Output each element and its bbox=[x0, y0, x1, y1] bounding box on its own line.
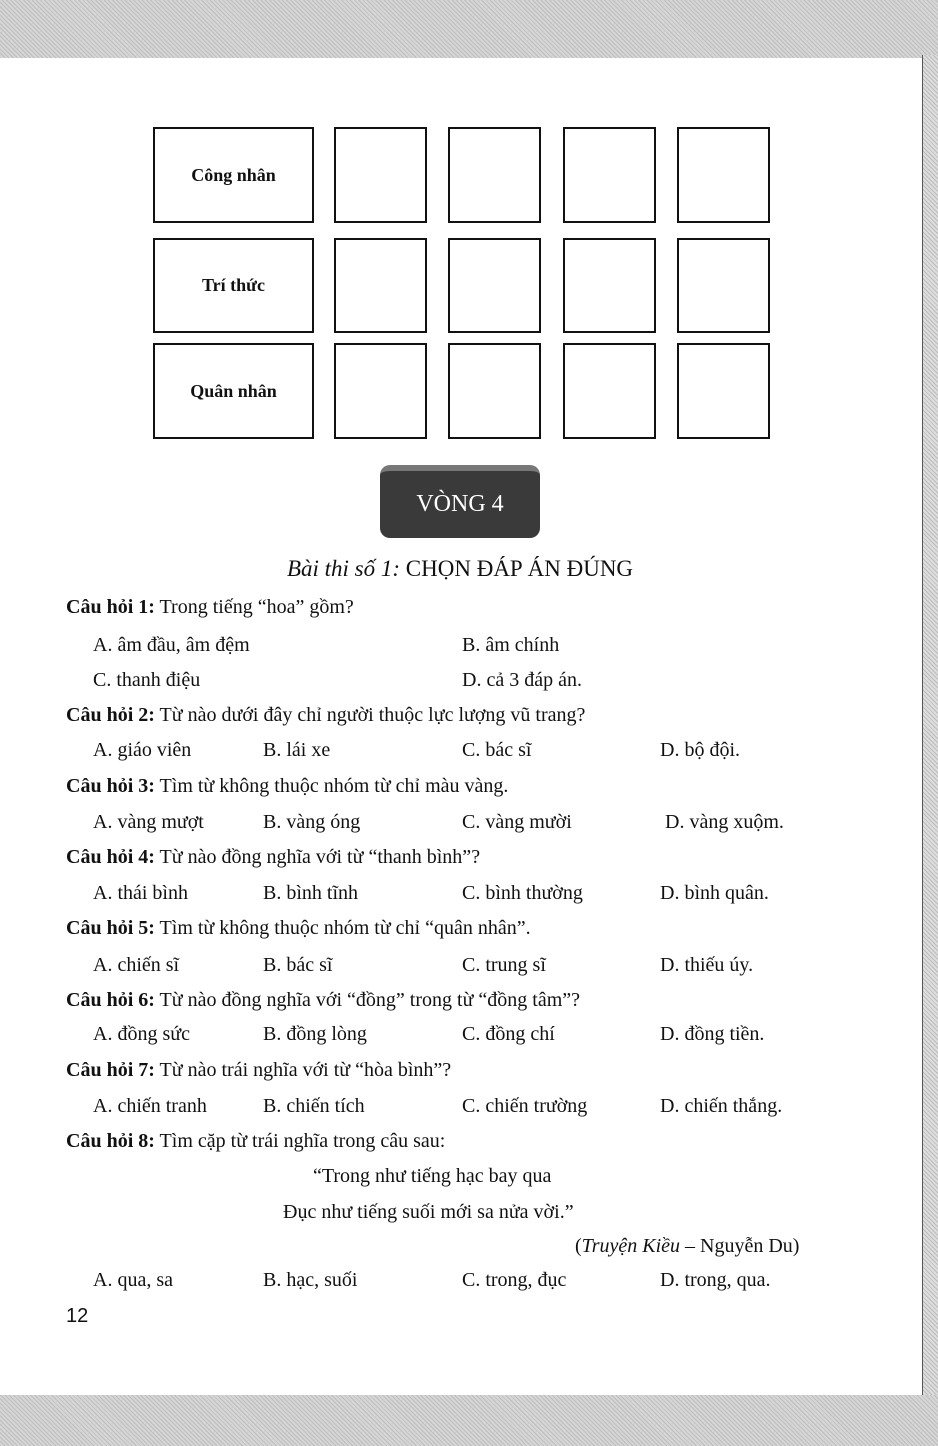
answer-option bbox=[263, 810, 360, 834]
answer-option bbox=[660, 1094, 782, 1118]
row-label: Trí thức bbox=[202, 275, 265, 295]
scan-top-border bbox=[0, 0, 938, 58]
row-label-box bbox=[153, 238, 314, 333]
option-text: C. trong, đục bbox=[462, 1269, 567, 1291]
answer-cell bbox=[563, 343, 656, 439]
question-label: Câu hỏi 2: bbox=[66, 704, 155, 726]
question bbox=[66, 774, 508, 798]
option-text: A. thái bình bbox=[93, 882, 188, 904]
question-label: Câu hỏi 4: bbox=[66, 846, 155, 868]
option-text: C. bác sĩ bbox=[462, 739, 532, 761]
answer-option bbox=[462, 668, 582, 692]
option-text: A. qua, sa bbox=[93, 1269, 173, 1291]
answer-option bbox=[660, 953, 753, 977]
option-text: D. thiếu úy. bbox=[660, 954, 754, 976]
row-label-box bbox=[153, 343, 314, 439]
question bbox=[66, 916, 531, 940]
answer-option bbox=[660, 1022, 764, 1046]
option-text: D. đồng tiền. bbox=[660, 1023, 765, 1045]
answer-cell bbox=[677, 343, 770, 439]
option-text: A. chiến sĩ bbox=[93, 954, 180, 976]
answer-option bbox=[462, 633, 559, 657]
answer-cell bbox=[448, 127, 541, 223]
answer-option bbox=[93, 668, 200, 692]
row-label: Quân nhân bbox=[190, 380, 277, 401]
answer-option bbox=[93, 953, 179, 977]
option-text: D. chiến thắng. bbox=[660, 1095, 783, 1117]
round-label: VÒNG 4 bbox=[416, 491, 504, 517]
answer-option bbox=[462, 1022, 555, 1046]
question bbox=[66, 595, 354, 619]
question-label: Câu hỏi 5: bbox=[66, 917, 155, 939]
option-text: C. trung sĩ bbox=[462, 954, 546, 976]
answer-option bbox=[462, 1094, 587, 1118]
poem-text: Đục như tiếng suối mới sa nửa vời.” bbox=[283, 1201, 574, 1223]
section-prefix: Bài thi số 1: bbox=[286, 556, 401, 581]
option-text: C. thanh điệu bbox=[93, 669, 201, 691]
answer-option bbox=[660, 738, 740, 762]
question-text: Từ nào đồng nghĩa với “đồng” trong từ “đồng tâm”? bbox=[159, 989, 581, 1011]
answer-cell bbox=[334, 343, 427, 439]
answer-option bbox=[660, 1268, 771, 1292]
question-text: Tìm từ không thuộc nhóm từ chỉ màu vàng. bbox=[159, 775, 509, 797]
row-label-box bbox=[153, 127, 314, 223]
option-text: A. giáo viên bbox=[93, 739, 192, 761]
poem-line bbox=[313, 1164, 551, 1188]
question-label: Câu hỏi 7: bbox=[66, 1059, 155, 1081]
answer-option bbox=[462, 953, 546, 977]
option-text: B. lái xe bbox=[263, 739, 331, 761]
option-text: B. hạc, suối bbox=[263, 1269, 358, 1291]
option-text: C. đồng chí bbox=[462, 1023, 555, 1045]
row-label: Công nhân bbox=[191, 164, 276, 185]
question-label: Câu hỏi 3: bbox=[66, 775, 155, 797]
answer-option bbox=[462, 810, 572, 834]
question-label: Câu hỏi 8: bbox=[66, 1130, 155, 1152]
answer-option bbox=[263, 953, 332, 977]
answer-cell bbox=[677, 127, 770, 223]
answer-cell bbox=[334, 238, 427, 333]
option-text: A. đồng sức bbox=[93, 1023, 190, 1045]
answer-option bbox=[462, 881, 583, 905]
answer-option bbox=[93, 633, 250, 657]
option-text: B. bình tĩnh bbox=[263, 882, 359, 904]
option-text: B. đồng lòng bbox=[263, 1023, 367, 1045]
question-text: Tìm cặp từ trái nghĩa trong câu sau: bbox=[159, 1130, 446, 1152]
question-label: Câu hỏi 1: bbox=[66, 596, 155, 618]
citation-paren: ( bbox=[575, 1235, 582, 1257]
round-badge bbox=[380, 465, 540, 538]
answer-option bbox=[93, 738, 191, 762]
answer-cell bbox=[448, 343, 541, 439]
citation-work: Truyện Kiều bbox=[581, 1235, 681, 1257]
answer-option bbox=[93, 1022, 190, 1046]
option-text: C. chiến trường bbox=[462, 1095, 588, 1117]
question bbox=[66, 845, 480, 869]
option-text: B. chiến tích bbox=[263, 1095, 365, 1117]
poem-line bbox=[283, 1200, 574, 1224]
scan-right-edge bbox=[922, 55, 938, 1395]
section-heading: CHỌN ĐÁP ÁN ĐÚNG bbox=[405, 556, 634, 581]
answer-cell bbox=[677, 238, 770, 333]
option-text: A. âm đầu, âm đệm bbox=[93, 634, 250, 656]
option-text: D. bộ đội. bbox=[660, 739, 740, 761]
option-text: D. trong, qua. bbox=[660, 1269, 771, 1291]
question-text: Từ nào trái nghĩa với từ “hòa bình”? bbox=[159, 1059, 452, 1081]
answer-cell bbox=[563, 238, 656, 333]
answer-option bbox=[263, 1022, 367, 1046]
question bbox=[66, 703, 585, 727]
question bbox=[66, 1129, 445, 1153]
option-text: C. bình thường bbox=[462, 882, 583, 904]
answer-option bbox=[660, 881, 769, 905]
option-text: B. bác sĩ bbox=[263, 954, 333, 976]
option-text: D. bình quân. bbox=[660, 882, 769, 904]
question-label: Câu hỏi 6: bbox=[66, 989, 155, 1011]
option-text: B. âm chính bbox=[462, 634, 560, 656]
section-title bbox=[0, 557, 920, 581]
poem-text: “Trong như tiếng hạc bay qua bbox=[313, 1165, 552, 1187]
option-text: C. vàng mười bbox=[462, 811, 572, 833]
question-text: Trong tiếng “hoa” gồm? bbox=[159, 596, 354, 618]
answer-option bbox=[263, 881, 358, 905]
answer-option bbox=[263, 738, 330, 762]
question-text: Tìm từ không thuộc nhóm từ chỉ “quân nhân”. bbox=[159, 917, 531, 939]
question bbox=[66, 1058, 451, 1082]
page-number: 12 bbox=[66, 1305, 89, 1327]
answer-option bbox=[665, 810, 784, 834]
option-text: D. cả 3 đáp án. bbox=[462, 669, 582, 691]
question-text: Từ nào đồng nghĩa với từ “thanh bình”? bbox=[159, 846, 481, 868]
answer-cell bbox=[334, 127, 427, 223]
citation-author: – Nguyễn Du) bbox=[685, 1235, 800, 1257]
citation bbox=[575, 1234, 799, 1258]
question bbox=[66, 988, 580, 1012]
answer-option bbox=[263, 1094, 365, 1118]
answer-option bbox=[93, 1094, 207, 1118]
answer-cell bbox=[448, 238, 541, 333]
answer-option bbox=[93, 881, 188, 905]
answer-option bbox=[462, 738, 531, 762]
answer-option bbox=[93, 1268, 173, 1292]
option-text: A. vàng mượt bbox=[93, 811, 204, 833]
answer-cell bbox=[563, 127, 656, 223]
answer-option bbox=[93, 810, 204, 834]
answer-option bbox=[263, 1268, 357, 1292]
question-text: Từ nào dưới đây chỉ người thuộc lực lượng vũ trang? bbox=[159, 704, 586, 726]
answer-option bbox=[462, 1268, 566, 1292]
option-text: A. chiến tranh bbox=[93, 1095, 207, 1117]
scan-bottom-border bbox=[0, 1395, 938, 1446]
option-text: B. vàng óng bbox=[263, 811, 361, 833]
option-text: D. vàng xuộm. bbox=[665, 811, 784, 833]
